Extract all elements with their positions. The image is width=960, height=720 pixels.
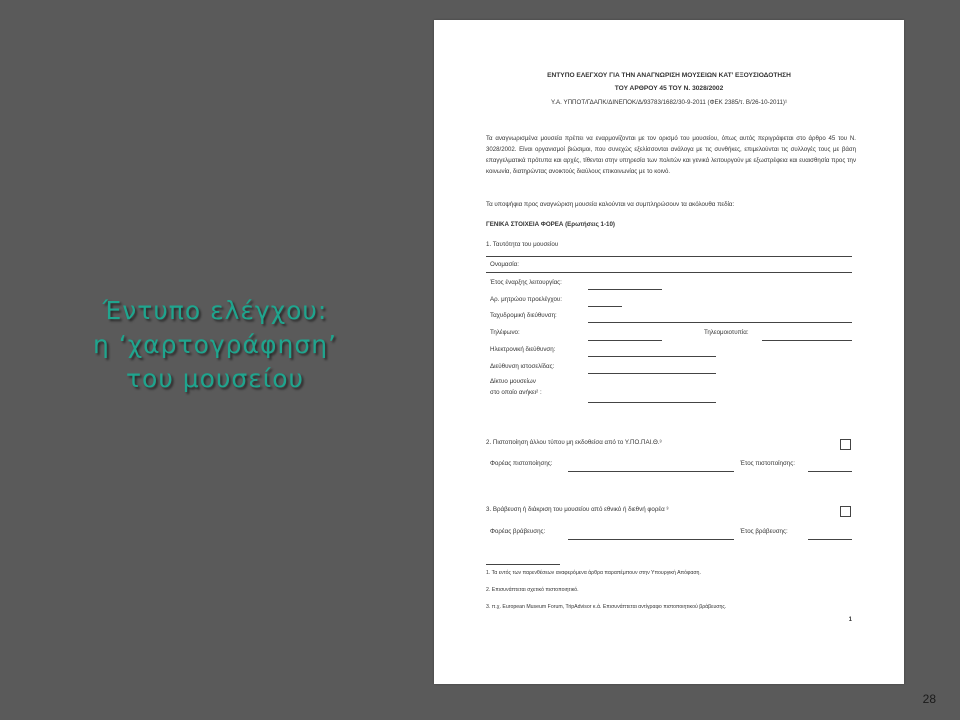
start-year-field[interactable] <box>588 289 662 290</box>
doc-intro-paragraph: Τα αναγνωρισμένα μουσεία πρέπει να εναρμονίζονται με τον ορισμό του μουσείου, όπως αυτός περιγράφεται στο άρθρο 45 του Ν. 3028/2002. Είναι οργανισμοί βιώσιμοι, που συνεχώς εξελίσσονται ανάλογα με τις συνθήκες, επιμελούνται τις συλλογές τους με βάση επαγγελματικά πρότυπα και αρχές, τίθενται στην υπηρεσία των πολιτών και γενικά λειτουργούν με εξωστρέφεια και ευαισθησία προς την κοινωνία, διατηρώντας ανοικτούς διαύλους επικοινωνίας με το κοινό. <box>486 135 856 175</box>
network-label-2: στο οποίο ανήκει² : <box>490 389 542 396</box>
q1-label: 1. Ταυτότητα του μουσείου <box>486 241 559 248</box>
q2-body-label: Φορέας πιστοποίησης: <box>490 460 553 467</box>
website-field[interactable] <box>588 373 716 374</box>
slide-title-line-3: του μουσείου <box>125 364 304 393</box>
registry-label: Αρ. μητρώου προελέγχου: <box>490 296 562 303</box>
doc-page-number: 1 <box>848 617 852 623</box>
q3-checkbox[interactable] <box>840 506 851 517</box>
q3-body-field[interactable] <box>568 539 734 540</box>
q3-year-label: Έτος βράβευσης: <box>740 528 788 535</box>
slide-number: 28 <box>922 692 936 706</box>
q2-label: 2. Πιστοποίηση άλλου τύπου μη εκδοθείσα από το Υ.ΠΟ.ΠΑΙ.Θ.³ <box>486 439 662 446</box>
network-field[interactable] <box>588 402 716 403</box>
registry-field[interactable] <box>588 306 622 307</box>
slide-title-line-1: Έντυπο ελέγχου: <box>102 296 328 325</box>
doc-header-line-1: ΕΝΤΥΠΟ ΕΛΕΓΧΟΥ ΓΙΑ ΤΗΝ ΑΝΑΓΝΩΡΙΣΗ ΜΟΥΣΕΙΩΝ ΚΑΤ’ ΕΞΟΥΣΙΟΔΟΤΗΣΗ <box>547 72 791 79</box>
doc-header-line-3: Υ.Α. ΥΠΠΟΤ/ΓΔΑΠΚ/ΔΙΝΕΠΟΚ/Δ/93783/1682/30-9-2011 (ΦΕΚ 2385/τ. Β/26-10-2011)¹ <box>550 99 788 106</box>
slide-title-line-2: η ‘χαρτογράφηση’ <box>93 330 337 359</box>
phone-label: Τηλέφωνο: <box>490 329 520 336</box>
q2-year-field[interactable] <box>808 471 852 472</box>
slide-title <box>40 294 390 396</box>
q3-year-field[interactable] <box>808 539 852 540</box>
q2-body-field[interactable] <box>568 471 734 472</box>
footnote-separator <box>486 564 560 565</box>
document-page <box>434 20 904 684</box>
footnote-2: 2. Επισυνάπτεται σχετικό πιστοποιητικό. <box>486 587 579 593</box>
postal-label: Ταχυδρομική διεύθυνση: <box>490 312 557 319</box>
name-rule <box>486 272 852 273</box>
q2-checkbox[interactable] <box>840 439 851 450</box>
doc-instructions: Τα υποψήφια προς αναγνώριση μουσεία καλούνται να συμπληρώσουν τα ακόλουθα πεδία: <box>486 201 735 208</box>
fax-label: Τηλεομοιοτυπία: <box>704 329 749 336</box>
footnote-1: 1. Τα εντός των παρενθέσεων αναφερόμενα άρθρα παραπέμπουν στην Υπουργική Απόφαση. <box>486 570 701 576</box>
fax-field[interactable] <box>762 340 852 341</box>
q2-year-label: Έτος πιστοποίησης: <box>740 460 795 467</box>
postal-field[interactable] <box>588 322 852 323</box>
network-label-1: Δίκτυο μουσείων <box>490 378 536 385</box>
start-year-label: Έτος έναρξης λειτουργίας: <box>490 279 562 286</box>
website-label: Διεύθυνση ιστοσελίδας: <box>490 363 555 370</box>
name-label: Ονομασία: <box>490 261 519 268</box>
footnote-3: 3. π.χ. European Museum Forum, TripAdvisor κ.ά. Επισυνάπτεται αντίγραφο πιστοποιητικού βράβευσης. <box>486 604 727 610</box>
email-field[interactable] <box>588 356 716 357</box>
q3-label: 3. Βράβευση ή διάκριση του μουσείου από εθνικό ή διεθνή φορέα ³ <box>486 506 669 513</box>
phone-field[interactable] <box>588 340 662 341</box>
doc-section-title: ΓΕΝΙΚΑ ΣΤΟΙΧΕΙΑ ΦΟΡΕΑ (Ερωτήσεις 1-10) <box>486 221 615 228</box>
doc-header-line-2: ΤΟΥ ΑΡΘΡΟΥ 45 ΤΟΥ Ν. 3028/2002 <box>614 85 724 92</box>
email-label: Ηλεκτρονική διεύθυνση: <box>490 346 556 353</box>
q3-body-label: Φορέας βράβευσης: <box>490 528 546 535</box>
q1-rule <box>486 256 852 257</box>
